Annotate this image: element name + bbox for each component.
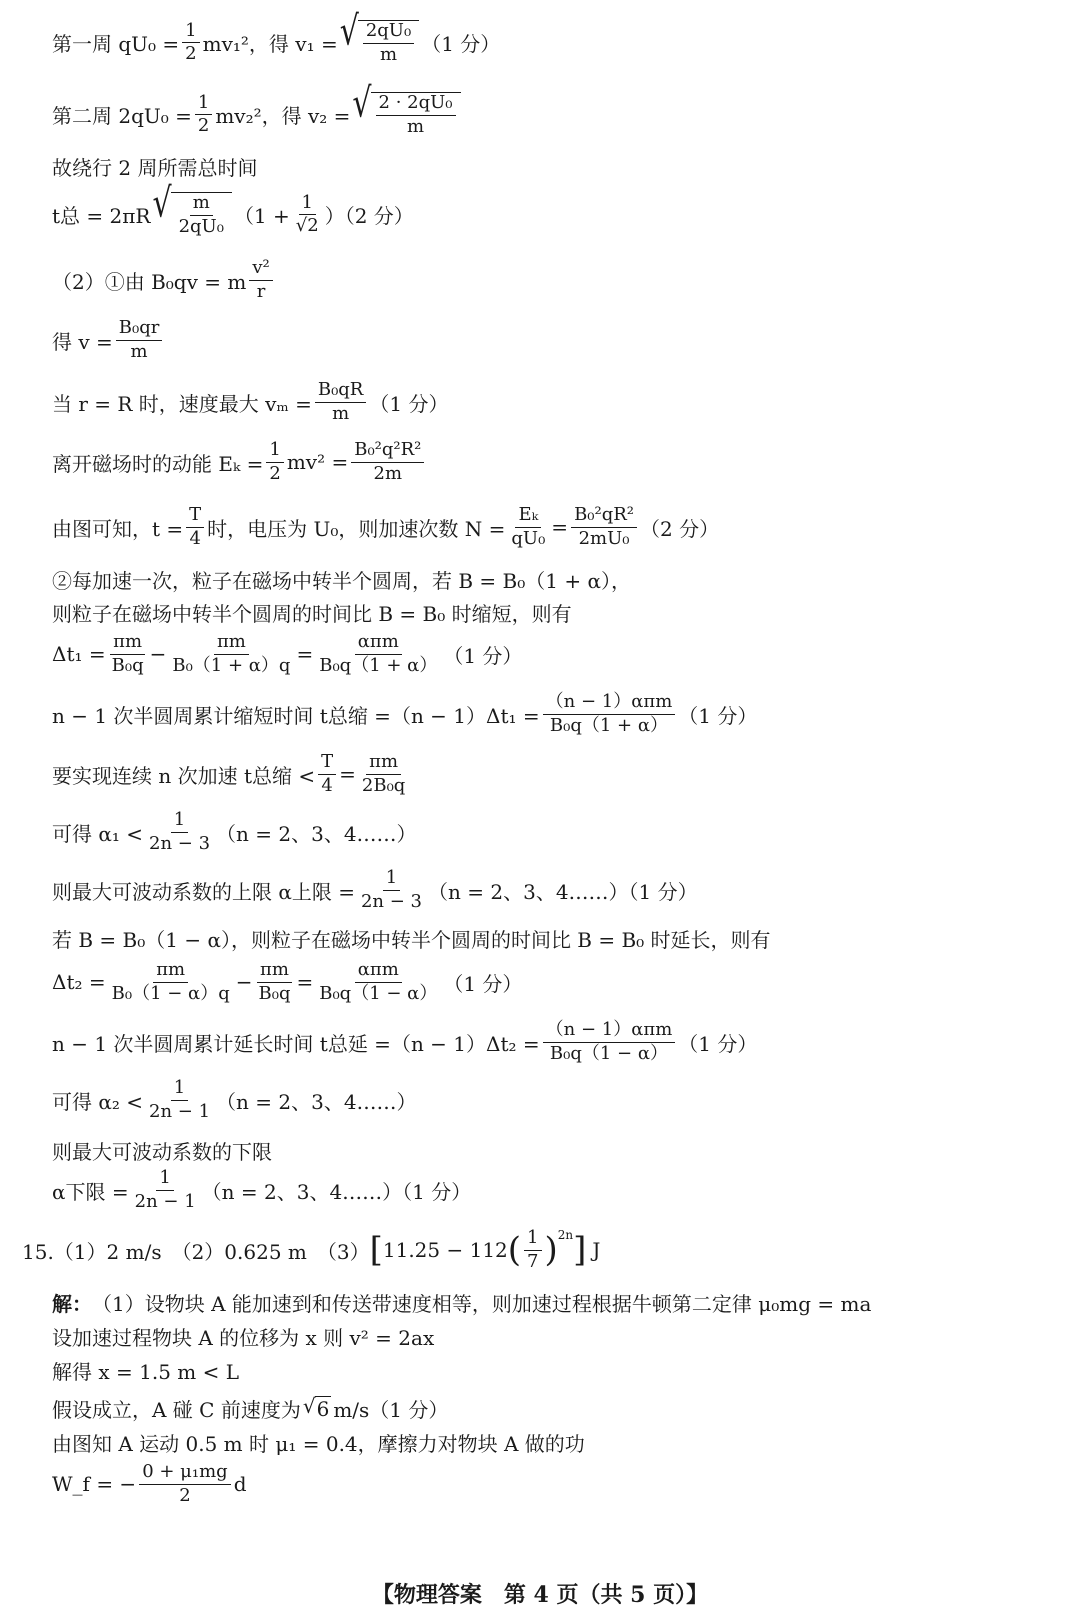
eq-alpha-upper xyxy=(52,868,698,912)
fraction: $\frac{1}{2}$ xyxy=(182,21,199,65)
score: （1 分） xyxy=(369,391,449,416)
text: 则粒子在磁场中转半个圆周的时间比 B = B₀ 时缩短，则有 xyxy=(52,602,572,626)
eq-total-time xyxy=(52,180,414,237)
text: 由图知 A 运动 0.5 m 时 μ₁ = 0.4，摩擦力对物块 A 做的功 xyxy=(52,1432,585,1456)
text: mv² = xyxy=(286,450,349,475)
eq-delta-t1 xyxy=(52,632,522,676)
text: 则最大可波动系数的下限 xyxy=(52,1140,272,1164)
text: = xyxy=(551,515,569,540)
text: （1）设物块 A 能加速到和传送带速度相等，则加速过程根据牛顿第二定律 μ₀mg = ma xyxy=(92,1292,872,1316)
text: d xyxy=(233,1472,247,1497)
text: 由图可知，t = xyxy=(52,516,184,541)
eq-alpha-lower xyxy=(52,1168,471,1212)
fraction: $\frac{\pi m}{\text{2B₀q}}$ xyxy=(361,751,406,796)
score: （1 分） xyxy=(443,643,523,668)
eq-accel-count xyxy=(52,505,719,549)
fraction: $\frac{T}{4}$ xyxy=(186,505,204,549)
text: mv₂²，得 v₂ = xyxy=(215,104,351,129)
question-15-answer xyxy=(22,1228,600,1272)
eq-total-extend xyxy=(52,1020,757,1064)
fraction: $\frac{\pi m}{\text{B₀q}}$ xyxy=(111,631,144,676)
text: Δt₂ = xyxy=(52,970,106,995)
text: mv₁²，得 v₁ = xyxy=(202,32,338,57)
solution-line xyxy=(52,1428,585,1457)
text: （n = 2、3、4……）（1 分） xyxy=(428,879,698,904)
fraction: $\frac{\pi m}{\text{B₀q}}$ xyxy=(258,959,291,1004)
fraction: $\frac{1}{2n - 3}$ xyxy=(360,867,423,912)
text: 若 B = B₀（1 − α），则粒子在磁场中转半个圆周的时间比 B = B₀ 时延长，则有 xyxy=(52,928,771,952)
exponent: 2n xyxy=(557,1228,574,1242)
text: 当 r = R 时，速度最大 vₘ = xyxy=(52,391,312,416)
eq-lorentz xyxy=(52,258,276,302)
text: 时，电压为 U₀，则加速次数 N = xyxy=(207,516,506,541)
score: （1 分） xyxy=(678,1031,758,1056)
fraction: $\frac{1}{2n - 3}$ xyxy=(149,809,211,854)
text: 解得 x = 1.5 m < L xyxy=(52,1360,239,1384)
solution-line xyxy=(52,1322,434,1351)
text: ②每加速一次，粒子在磁场中转半个圆周，若 B = B₀（1 + α）， xyxy=(52,569,631,593)
bracket-left: [ xyxy=(369,1230,383,1271)
fraction: $\frac{\text{B₀²q²R²}}{2m}$ xyxy=(351,440,424,484)
fraction: $\frac{\text{απm}}{\text{B₀q（1 + α）}}$ xyxy=(319,631,438,676)
page-footer: 【物理答案 第 4 页（共 5 页）】 xyxy=(371,1582,709,1608)
text-line xyxy=(52,598,572,627)
text: = xyxy=(296,970,314,995)
paren-left: ( xyxy=(507,1230,522,1271)
score: （1 分） xyxy=(443,971,523,996)
fraction: $\frac{1}{2}$ xyxy=(266,440,283,484)
fraction: $\frac{\text{0 + μ₁mg}}{2}$ xyxy=(139,1462,230,1506)
eq-velocity xyxy=(52,318,165,362)
text: 离开磁场时的动能 Eₖ = xyxy=(52,451,264,476)
fraction: $\frac{\pi m}{\text{B₀（1 + α）q}}$ xyxy=(172,631,291,676)
text-line xyxy=(52,924,771,953)
fraction: $\frac{1}{2}$ xyxy=(195,93,212,137)
text: （2）①由 B₀qv = m xyxy=(52,269,247,294)
text: − xyxy=(235,970,253,995)
fraction: $\frac{\text{B₀²qR²}}{\text{2mU₀}}$ xyxy=(571,505,637,549)
text: 第二周 2qU₀ = xyxy=(52,104,192,129)
solution-line xyxy=(52,1288,871,1317)
eq-friction-work xyxy=(52,1462,247,1506)
eq-total-shorten xyxy=(52,692,757,736)
fraction: $\frac{1}{√2}$ xyxy=(295,191,319,237)
eq-delta-t2 xyxy=(52,960,522,1004)
text: （n = 2、3、4……） xyxy=(216,821,417,846)
text: α下限 = xyxy=(52,1179,129,1204)
text-line xyxy=(52,152,257,181)
eq-vmax xyxy=(52,380,448,424)
text: 第一周 qU₀ = xyxy=(52,32,180,57)
fraction: $\frac{\text{Eₖ}}{\text{qU₀}}$ xyxy=(511,504,546,549)
text: Δt₁ = xyxy=(52,642,106,667)
eq-kinetic-energy xyxy=(52,440,427,484)
eq-first-round xyxy=(52,8,501,65)
text: 要实现连续 n 次加速 t总缩 < xyxy=(52,763,316,788)
solution-line xyxy=(52,1356,239,1385)
text: 15.（1）2 m/s （2）0.625 m （3） xyxy=(22,1239,370,1264)
eq-alpha2 xyxy=(52,1078,417,1122)
text: 则最大可波动系数的上限 α上限 = xyxy=(52,879,355,904)
text: 设加速过程物块 A 的位移为 x 则 v² = 2ax xyxy=(52,1326,435,1350)
sqrt: √ 6 xyxy=(302,1394,330,1421)
text: t总 = 2πR xyxy=(52,204,151,229)
sqrt: √ $\frac{\text{2qU₀}}{m}$ xyxy=(340,20,420,65)
text: （n = 2、3、4……） xyxy=(216,1089,417,1114)
eq-second-round xyxy=(52,80,463,137)
text-line xyxy=(52,565,631,594)
sqrt: √ $\frac{\text{2 · 2qU₀}}{m}$ xyxy=(352,92,460,137)
score: （1 分） xyxy=(678,703,758,728)
text-line xyxy=(52,1136,272,1165)
score: （2 分） xyxy=(640,516,720,541)
bracket-right: ] xyxy=(573,1230,587,1271)
fraction: $\frac{\text{v²}}{r}$ xyxy=(249,258,272,302)
solution-line xyxy=(52,1394,448,1423)
text: m/s（1 分） xyxy=(333,1398,449,1422)
text: 故绕行 2 周所需总时间 xyxy=(52,156,258,180)
text: = xyxy=(296,642,314,667)
eq-continuous-accel xyxy=(52,752,411,796)
fraction: $\frac{\pi m}{\text{B₀（1 − α）q}}$ xyxy=(111,959,230,1004)
text: = xyxy=(339,762,356,787)
fraction: $\frac{\text{B₀qr}}{m}$ xyxy=(116,318,163,362)
paren-right: ) xyxy=(544,1230,558,1271)
text: （n = 2、3、4……）（1 分） xyxy=(201,1179,472,1204)
fraction: $\frac{\text{B₀qR}}{m}$ xyxy=(315,380,367,424)
text: W_f = − xyxy=(52,1472,137,1497)
solution-label: 解： xyxy=(52,1292,92,1316)
text: − xyxy=(149,642,167,667)
text: 得 v = xyxy=(52,329,113,354)
fraction: $\frac{\text{απm}}{\text{B₀q（1 − α）}}$ xyxy=(319,959,438,1004)
text: 可得 α₂ < xyxy=(52,1089,143,1114)
score: （1 分） xyxy=(421,32,501,57)
text: （1 + xyxy=(233,204,290,229)
fraction: $\frac{\text{（n − 1）απm}}{\text{B₀q（1 + α）}}$ xyxy=(543,692,676,736)
unit: J xyxy=(592,1238,601,1263)
text: n − 1 次半圆周累计延长时间 t总延 =（n − 1）Δt₂ = xyxy=(52,1031,540,1056)
text: 11.25 − 112 xyxy=(382,1238,508,1263)
eq-alpha1 xyxy=(52,810,417,854)
score: ）（2 分） xyxy=(324,204,414,229)
fraction: $\frac{\text{（n − 1）απm}}{\text{B₀q（1 − α）}}$ xyxy=(543,1020,676,1064)
fraction: $\frac{T}{4}$ xyxy=(318,752,336,796)
sqrt: √ $\frac{m}{\text{2qU₀}}$ xyxy=(152,192,232,237)
text: n − 1 次半圆周累计缩短时间 t总缩 =（n − 1）Δt₁ = xyxy=(52,703,540,728)
fraction: $\frac{1}{7}$ xyxy=(524,1228,541,1272)
text: 可得 α₁ < xyxy=(52,821,143,846)
fraction: $\frac{1}{2n - 1}$ xyxy=(134,1167,196,1212)
text: 假设成立，A 碰 C 前速度为 xyxy=(52,1398,301,1422)
fraction: $\frac{1}{2n - 1}$ xyxy=(149,1077,211,1122)
